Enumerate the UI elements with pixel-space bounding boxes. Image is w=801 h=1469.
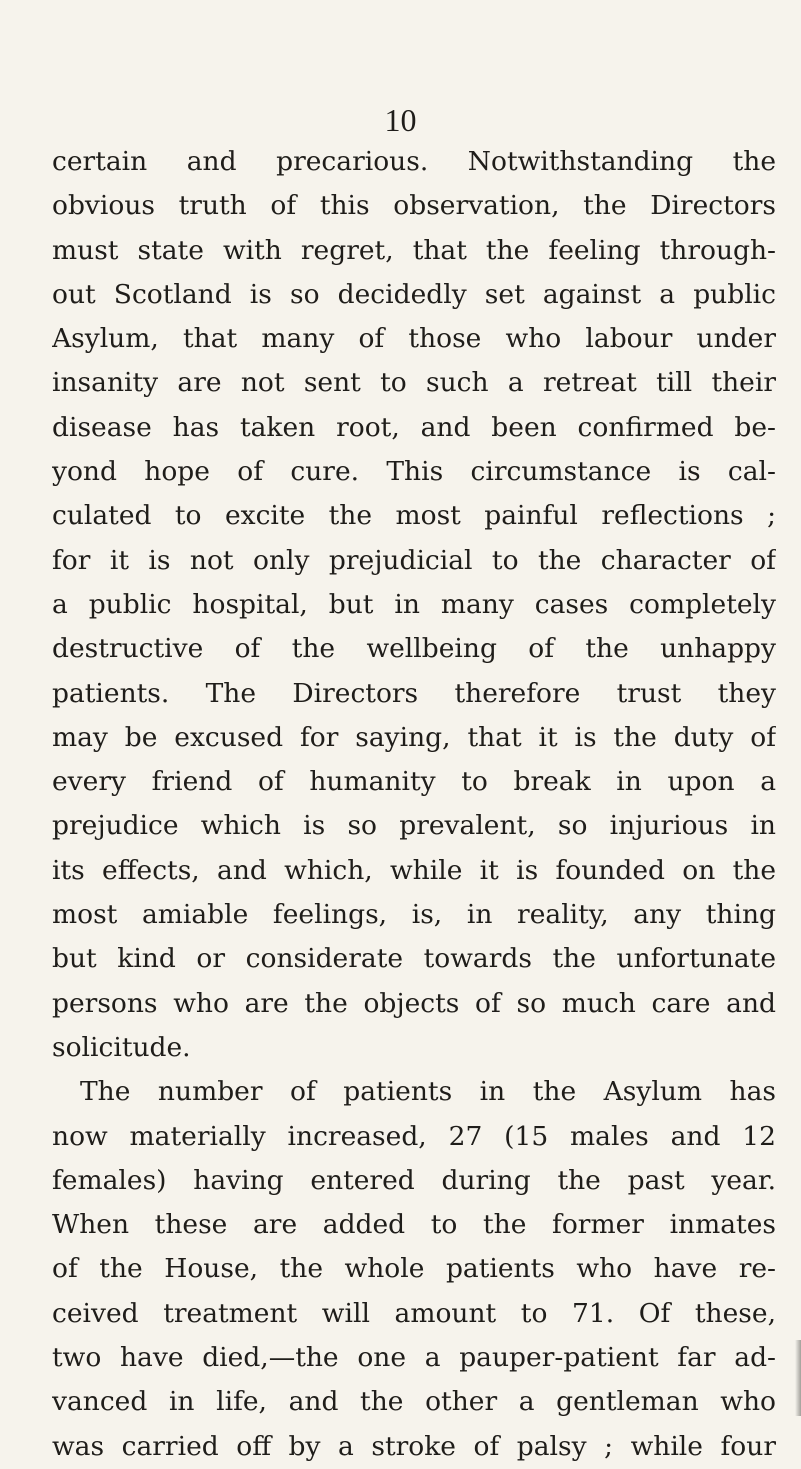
text-line: yond hope of cure. This circumstance is cal- bbox=[52, 456, 776, 488]
text-line: vanced in life, and the other a gentleman who bbox=[52, 1386, 776, 1418]
text-line: its effects, and which, while it is founded on the bbox=[52, 854, 776, 886]
text-line: was carried off by a stroke of palsy ; while four bbox=[52, 1430, 776, 1462]
text-line: prejudice which is so prevalent, so injurious in bbox=[52, 810, 776, 842]
text-line: now materially increased, 27 (15 males and 12 bbox=[52, 1120, 776, 1152]
text-line: certain and precarious. Notwithstanding the bbox=[52, 146, 776, 177]
paragraph-end-line: solicitude. bbox=[52, 1031, 191, 1063]
text-line: persons who are the objects of so much care and bbox=[52, 987, 776, 1019]
text-line: two have died,—the one a pauper-patient far ad- bbox=[52, 1342, 776, 1374]
text-line: ceived treatment will amount to 71. Of these, bbox=[52, 1297, 776, 1329]
text-line: of the House, the whole patients who have re- bbox=[52, 1253, 776, 1285]
text-line: but kind or considerate towards the unfortunate bbox=[52, 943, 776, 975]
text-line: obvious truth of this observation, the Directors bbox=[52, 190, 776, 222]
text-line: a public hospital, but in many cases completely bbox=[52, 588, 776, 620]
text-line: Asylum, that many of those who labour under bbox=[52, 323, 776, 355]
text-line: must state with regret, that the feeling through- bbox=[52, 234, 776, 266]
page-number: 10 bbox=[384, 102, 417, 138]
text-line: patients. The Directors therefore trust they bbox=[52, 677, 776, 709]
page-edge-shadow bbox=[795, 1340, 801, 1416]
text-line: insanity are not sent to such a retreat till their bbox=[52, 367, 776, 399]
paragraph-start-line: The number of patients in the Asylum has bbox=[80, 1076, 776, 1108]
text-line: may be excused for saying, that it is the duty of bbox=[52, 721, 776, 753]
text-line: When these are added to the former inmates bbox=[52, 1209, 776, 1241]
text-line: disease has taken root, and been confirmed be- bbox=[52, 411, 776, 443]
text-line: culated to excite the most painful reflections ; bbox=[52, 500, 776, 532]
text-line: destructive of the wellbeing of the unhappy bbox=[52, 633, 776, 665]
text-line: out Scotland is so decidedly set against a public bbox=[52, 278, 776, 310]
text-line: every friend of humanity to break in upon a bbox=[52, 766, 776, 798]
body-text bbox=[52, 140, 776, 1469]
text-line: for it is not only prejudicial to the character of bbox=[52, 544, 776, 576]
text-line: females) having entered during the past year. bbox=[52, 1164, 776, 1196]
text-line: most amiable feelings, is, in reality, any thing bbox=[52, 899, 776, 931]
